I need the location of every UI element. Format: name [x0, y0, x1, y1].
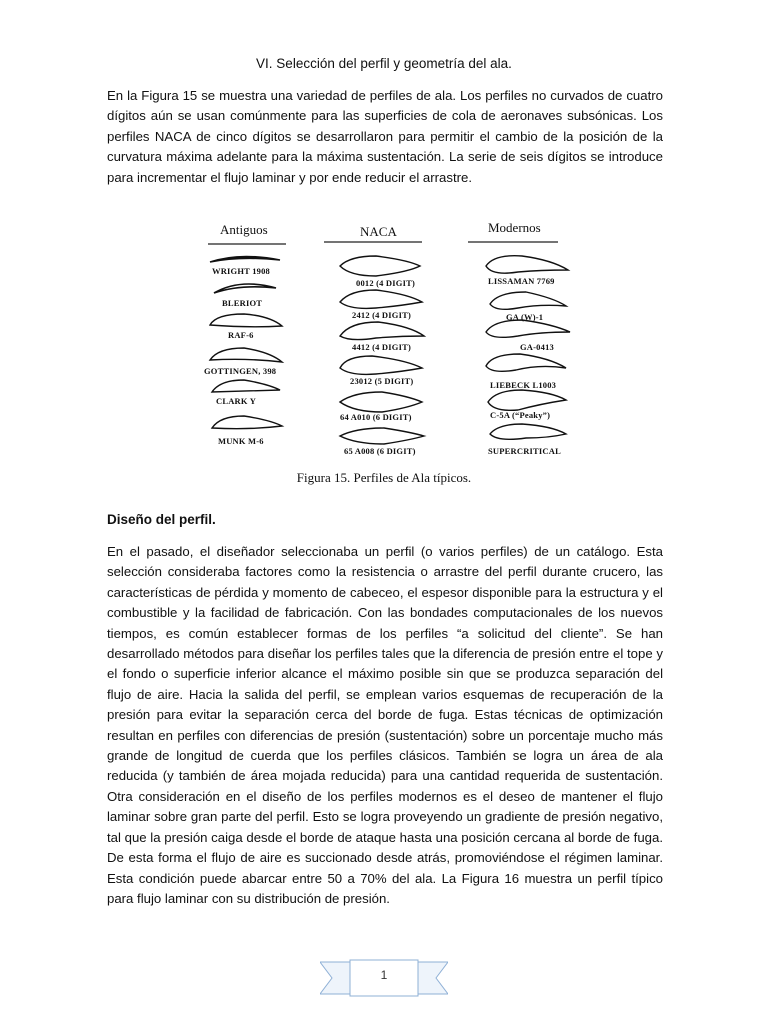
airfoil-label: GA-0413	[520, 342, 554, 352]
airfoil-label: 64 A010 (6 DIGIT)	[340, 412, 412, 422]
column-title-modernos: Modernos	[488, 220, 541, 235]
airfoil-4412-shape	[340, 322, 424, 340]
section-subheading: Diseño del perfil.	[107, 512, 216, 527]
intro-paragraph: En la Figura 15 se muestra una variedad de perfiles de ala. Los perfiles no curvados de cuatro dígitos aún se usan comúnmente para las superficies de cola de aeronaves subsónicas. Los perfiles NACA de cinco dígitos se desarrollaron para permitir el cambio de la posición de la curvatura máxima adelante para la máxima sustentación. La serie de seis dígitos se introduce para incrementar el flujo laminar y por ende reducir el arrastre.	[107, 88, 663, 185]
airfoil-label: WRIGHT 1908	[212, 266, 271, 276]
airfoil-label: MUNK M-6	[218, 436, 264, 446]
airfoil-raf6-shape	[210, 314, 282, 327]
airfoil-label: 2412 (4 DIGIT)	[352, 310, 411, 320]
column-title-naca: NACA	[360, 224, 397, 239]
design-paragraph: En el pasado, el diseñador seleccionaba un perfil (o varios perfiles) de un catálogo. Esta selección consideraba factores como la resistencia o arrastre del perfil durante crucero, las características de pérdida y momento de cabeceo, el espesor disponible para la estructura y el combustible y la facilidad de fabricación. Con las bondades computacionales de los nuevos tiempos, es común establecer formas de los perfiles “a solicitud del cliente”. Se han desarrollado métodos para diseñar los perfiles tales que la diferencia de presión entre el tope y el fondo o superficie inferior alcance el máximo posible sin que se produzca separación del flujo de aire. Hacia la salida del perfil, se emplean varios esquemas de recuperación de la presión para evitar la separación cerca del borde de fuga. Estas técnicas de optimización resultan en perfiles con diferencias de presión (sustentación) sobre un porcentaje mucho más grande de longitud de cuerda que los perfiles clásicos. También se logra un área de ala reducida (y también de área mojada reducida) para una cantidad requerida de sustentación. Otra consideración en el diseño de los perfiles modernos es el deseo de mantener el flujo laminar sobre gran parte del perfil. Esto se logra proveyendo un gradiente de presión negativo, tal que la presión caiga desde el borde de ataque hasta una posición cercana al borde de fuga. De esta forma el flujo de aire es succionado desde atrás, promoviéndose el régimen laminar. Esta condición puede abarcar entre 50 a 70% del ala. La Figura 16 muestra un perfil típico para flujo laminar con su distribución de presión.	[107, 544, 663, 906]
airfoil-munk-m6-shape	[212, 416, 282, 429]
airfoil-ga-w1-shape	[490, 292, 566, 309]
airfoil-label: GOTTINGEN, 398	[204, 366, 277, 376]
airfoil-label: RAF-6	[228, 330, 254, 340]
airfoil-c5a-shape	[488, 390, 566, 410]
airfoil-label: SUPERCRITICAL	[488, 446, 561, 456]
page-number: 1	[380, 968, 388, 982]
airfoil-label: 65 A008 (6 DIGIT)	[344, 446, 416, 456]
figure-caption: Figura 15. Perfiles de Ala típicos.	[296, 470, 472, 485]
airfoil-label: LIEBECK L1003	[490, 380, 557, 390]
airfoil-label: 23012 (5 DIGIT)	[350, 376, 414, 386]
airfoil-label: LISSAMAN 7769	[488, 276, 555, 286]
airfoil-label: C-5A (“Peaky”)	[490, 410, 551, 420]
airfoil-bleriot-shape	[214, 284, 276, 293]
airfoil-supercritical-shape	[490, 424, 566, 439]
airfoil-64a010-shape	[340, 392, 422, 412]
airfoil-gottingen-shape	[210, 348, 282, 362]
airfoil-23012-shape	[340, 356, 422, 374]
airfoil-2412-shape	[340, 290, 422, 308]
airfoil-label: GA (W)-1	[506, 312, 544, 322]
airfoil-figure-drawing	[200, 214, 578, 464]
airfoil-label: BLERIOT	[222, 298, 263, 308]
airfoil-label: CLARK Y	[216, 396, 257, 406]
airfoil-clark-y-shape	[212, 380, 280, 392]
section-heading: VI. Selección del perfil y geometría del ala.	[256, 56, 512, 71]
airfoil-figure	[200, 214, 578, 464]
airfoil-0012-shape	[340, 256, 420, 276]
airfoil-label: 0012 (4 DIGIT)	[356, 278, 415, 288]
airfoil-ga0413-shape	[486, 320, 570, 337]
airfoil-label: 4412 (4 DIGIT)	[352, 342, 411, 352]
airfoil-wright-1908-shape	[210, 256, 280, 262]
column-title-antiguos: Antiguos	[220, 222, 268, 237]
airfoil-liebeck-shape	[486, 354, 566, 371]
airfoil-lissaman-shape	[486, 256, 568, 273]
airfoil-65a008-shape	[340, 428, 424, 444]
